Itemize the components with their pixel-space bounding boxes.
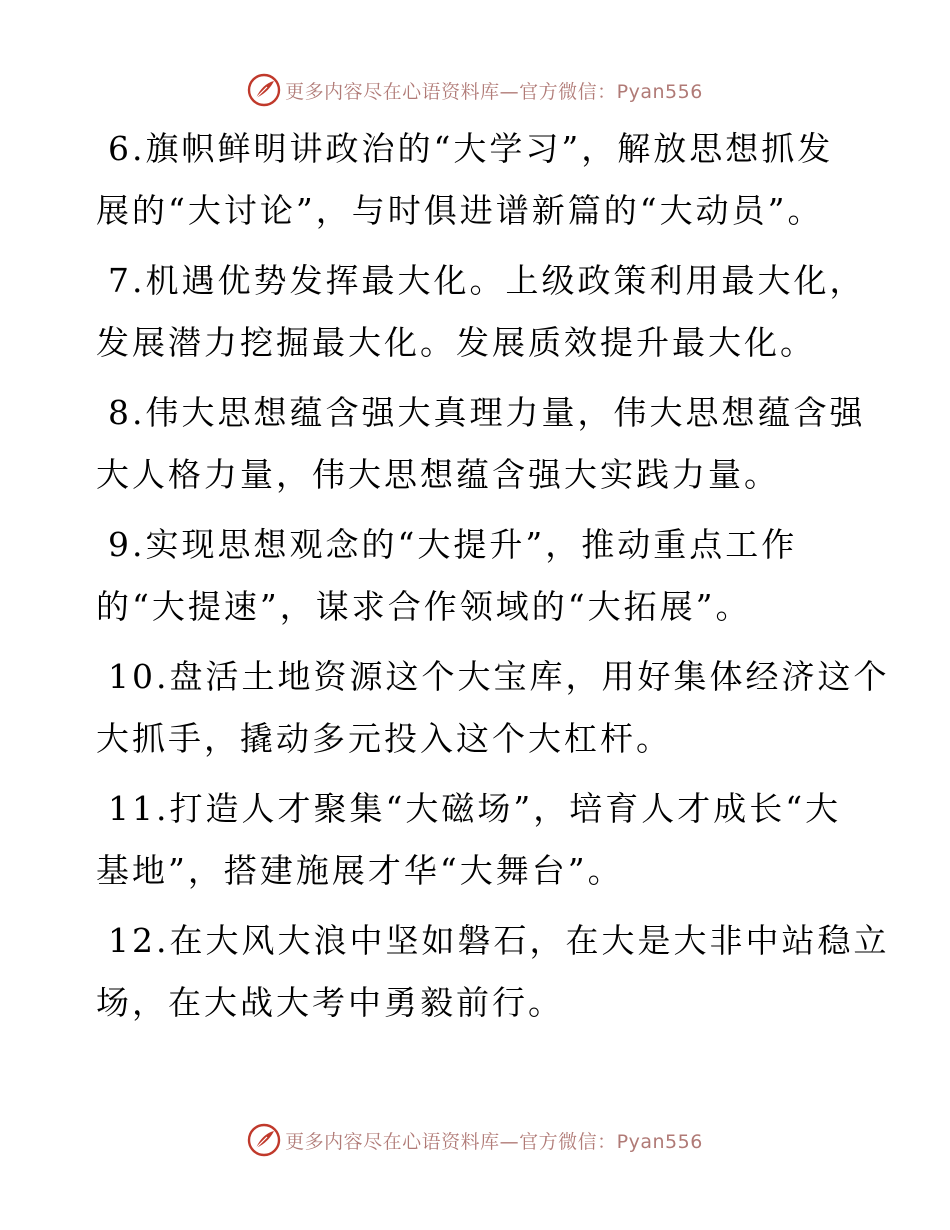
- list-item-line: 6.旗帜鲜明讲政治的“大学习”，解放思想抓发: [108, 129, 834, 168]
- list-item-line: 展的“大讨论”，与时俱进谱新篇的“大动员”。: [96, 191, 824, 230]
- footer-banner: [0, 1120, 950, 1160]
- list-item-12: [96, 910, 890, 1034]
- list-item-line: 基地”，搭建施展才华“大舞台”。: [96, 851, 624, 890]
- list-item-10: [96, 646, 890, 770]
- list-item-line: 大人格力量，伟大思想蕴含强大实践力量。: [96, 455, 780, 494]
- red-feather-logo-icon: [247, 73, 281, 107]
- list-item-line: 11.打造人才聚集“大磁场”，培育人才成长“大: [108, 789, 842, 828]
- header-banner-text: 更多内容尽在心语资料库—官方微信：Pyan556: [285, 80, 703, 103]
- red-feather-logo-icon: [247, 1123, 281, 1157]
- list-item-line: 8.伟大思想蕴含强大真理力量，伟大思想蕴含强: [108, 393, 866, 432]
- list-item-7: [96, 250, 866, 374]
- list-item-9: [96, 514, 856, 638]
- footer-banner-text: 更多内容尽在心语资料库—官方微信：Pyan556: [285, 1130, 703, 1153]
- header-banner: [0, 70, 950, 110]
- list-item-line: 场，在大战大考中勇毅前行。: [96, 983, 564, 1022]
- list-item-6: [96, 118, 856, 242]
- list-item-line: 的“大提速”，谋求合作领域的“大拓展”。: [96, 587, 752, 626]
- list-item-8: [96, 382, 866, 506]
- list-item-line: 12.在大风大浪中坚如磐石，在大是大非中站稳立: [108, 921, 890, 960]
- list-item-line: 7.机遇优势发挥最大化。上级政策利用最大化，: [108, 261, 866, 300]
- list-item-line: 发展潜力挖掘最大化。发展质效提升最大化。: [96, 323, 816, 362]
- document-body: [96, 118, 890, 1042]
- list-item-11: [96, 778, 856, 902]
- list-item-line: 大抓手，撬动多元投入这个大杠杆。: [96, 719, 672, 758]
- list-item-line: 10.盘活土地资源这个大宝库，用好集体经济这个: [108, 657, 890, 696]
- list-item-line: 9.实现思想观念的“大提升”，推动重点工作: [108, 525, 798, 564]
